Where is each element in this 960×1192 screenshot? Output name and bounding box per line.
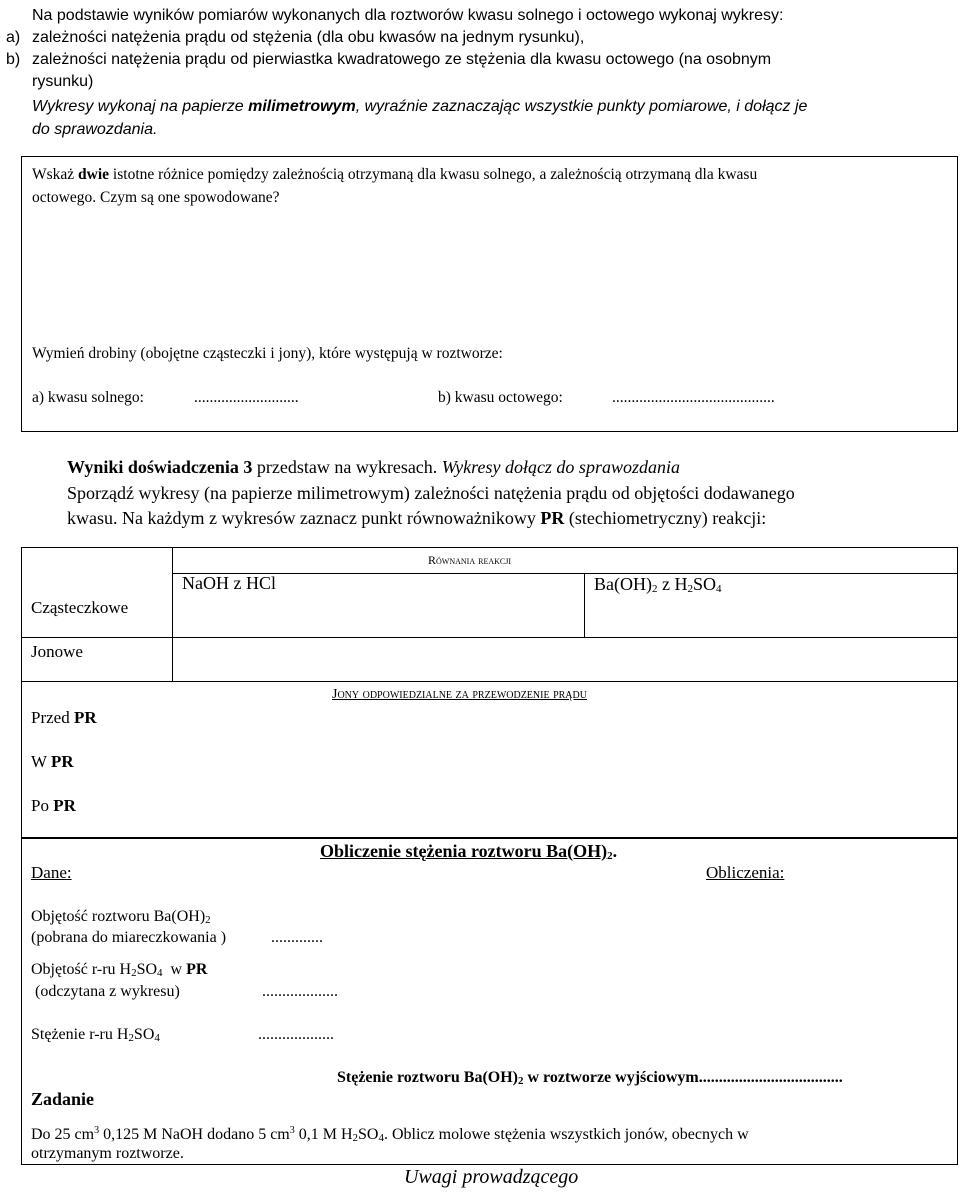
- row-molecular: Cząsteczkowe: [31, 598, 129, 617]
- table-divider: [584, 573, 585, 637]
- differences-question: Wskaż dwie istotne różnice pomiędzy zależnością otrzymaną dla kwasu solnego, a zależnością otrzymaną dla kwasu: [32, 166, 758, 183]
- volume-baoh2-note: (pobrana do miareczkowania ): [31, 929, 227, 946]
- intro-note: Wykresy wykonaj na papierze milimetrowym, wyraźnie zaznaczając wszystkie punkty pomiarowe, i dołącz je: [32, 98, 808, 115]
- reactions-header: Równania reakcji: [428, 553, 511, 567]
- species-question: Wymień drobiny (obojętne cząsteczki i jony), które występują w roztworze:: [32, 345, 503, 362]
- volume-baoh2-field[interactable]: .............: [271, 929, 323, 946]
- volume-h2so4-field[interactable]: ...................: [262, 983, 338, 1000]
- column-baoh2-h2so4: $Ba(OH)_2$ z $H_2SO_4$: [594, 574, 722, 595]
- differences-question-line2: octowego. Czym są one spowodowane?: [32, 189, 280, 206]
- list-marker-a: a): [6, 29, 21, 46]
- list-item-b-line1: zależności natężenia prądu od pierwiastka kwadratowego ze stężenia dla kwasu octowego (na osobnym: [32, 51, 772, 68]
- calculation-title: Obliczenie stężenia roztworu $Ba(OH)_2$.: [320, 841, 618, 862]
- answer-hcl-label: a) kwasu solnego:: [32, 389, 144, 406]
- table-divider: [21, 637, 958, 638]
- section3-line1: Wyniki doświadczenia 3 przedstaw na wykresach. Wykresy dołącz do sprawozdania: [67, 457, 680, 477]
- row-at-pr: W PR: [31, 752, 74, 771]
- list-marker-b: b): [6, 51, 21, 68]
- answer-acetic-label: b) kwasu octowego:: [438, 389, 563, 406]
- answer-hcl-field[interactable]: ...........................: [194, 389, 299, 406]
- given-label: Dane:: [31, 863, 72, 882]
- volume-h2so4-label: Objętość r-ru $H_2SO_4$ w PR: [31, 961, 208, 979]
- table-divider: [172, 573, 958, 574]
- concentration-h2so4-label: Stężenie r-ru $H_2SO_4$: [31, 1026, 160, 1044]
- ions-header: Jony odpowiedzialne za przewodzenie prądu: [332, 687, 587, 702]
- volume-baoh2-label: Objętość roztworu $Ba(OH)_2$: [31, 908, 211, 926]
- list-item-b-line2: rysunku): [32, 73, 94, 90]
- section3-line2: Sporządź wykresy (na papierze milimetrowym) zależności natężenia prądu od objętości dodawanego: [67, 483, 795, 503]
- task-text-line1: Do 25 $cm^3$ 0,125 M NaOH dodano 5 $cm^3$ 0,1 M $H_2SO_4$. Oblicz molowe stężenia wszystkich jonów, obecnych w: [31, 1125, 749, 1144]
- table-divider: [172, 547, 173, 681]
- list-item-a: zależności natężenia prądu od stężenia (dla obu kwasów na jednym rysunku),: [32, 29, 585, 46]
- section3-line3: kwasu. Na każdym z wykresów zaznacz punkt równoważnikowy PR (stechiometryczny) reakcji:: [67, 508, 767, 528]
- intro-line: Na podstawie wyników pomiarów wykonanych dla roztworów kwasu solnego i octowego wykonaj wykresy:: [32, 7, 784, 24]
- column-naoh-hcl: NaOH z HCl: [182, 573, 276, 593]
- row-ionic: Jonowe: [31, 642, 83, 661]
- result-concentration-baoh2: Stężenie roztworu $Ba(OH)_2$ w roztworze wyjściowym....................................: [337, 1069, 843, 1087]
- table-divider: [21, 681, 958, 682]
- volume-h2so4-note: (odczytana z wykresu): [35, 983, 180, 1000]
- intro-note-line2: do sprawozdania.: [32, 121, 158, 138]
- answer-acetic-field[interactable]: ..........................................: [612, 389, 775, 406]
- task-text-line2: otrzymanym roztworze.: [31, 1145, 184, 1162]
- calculations-label: Obliczenia:: [706, 863, 785, 882]
- row-after-pr: Po PR: [31, 796, 76, 815]
- row-before-pr: Przed PR: [31, 708, 97, 727]
- result-field[interactable]: ...................................: [702, 1069, 843, 1086]
- task-title: Zadanie: [31, 1089, 95, 1109]
- concentration-h2so4-field[interactable]: ...................: [258, 1026, 334, 1043]
- instructor-remarks: Uwagi prowadzącego: [404, 1166, 579, 1188]
